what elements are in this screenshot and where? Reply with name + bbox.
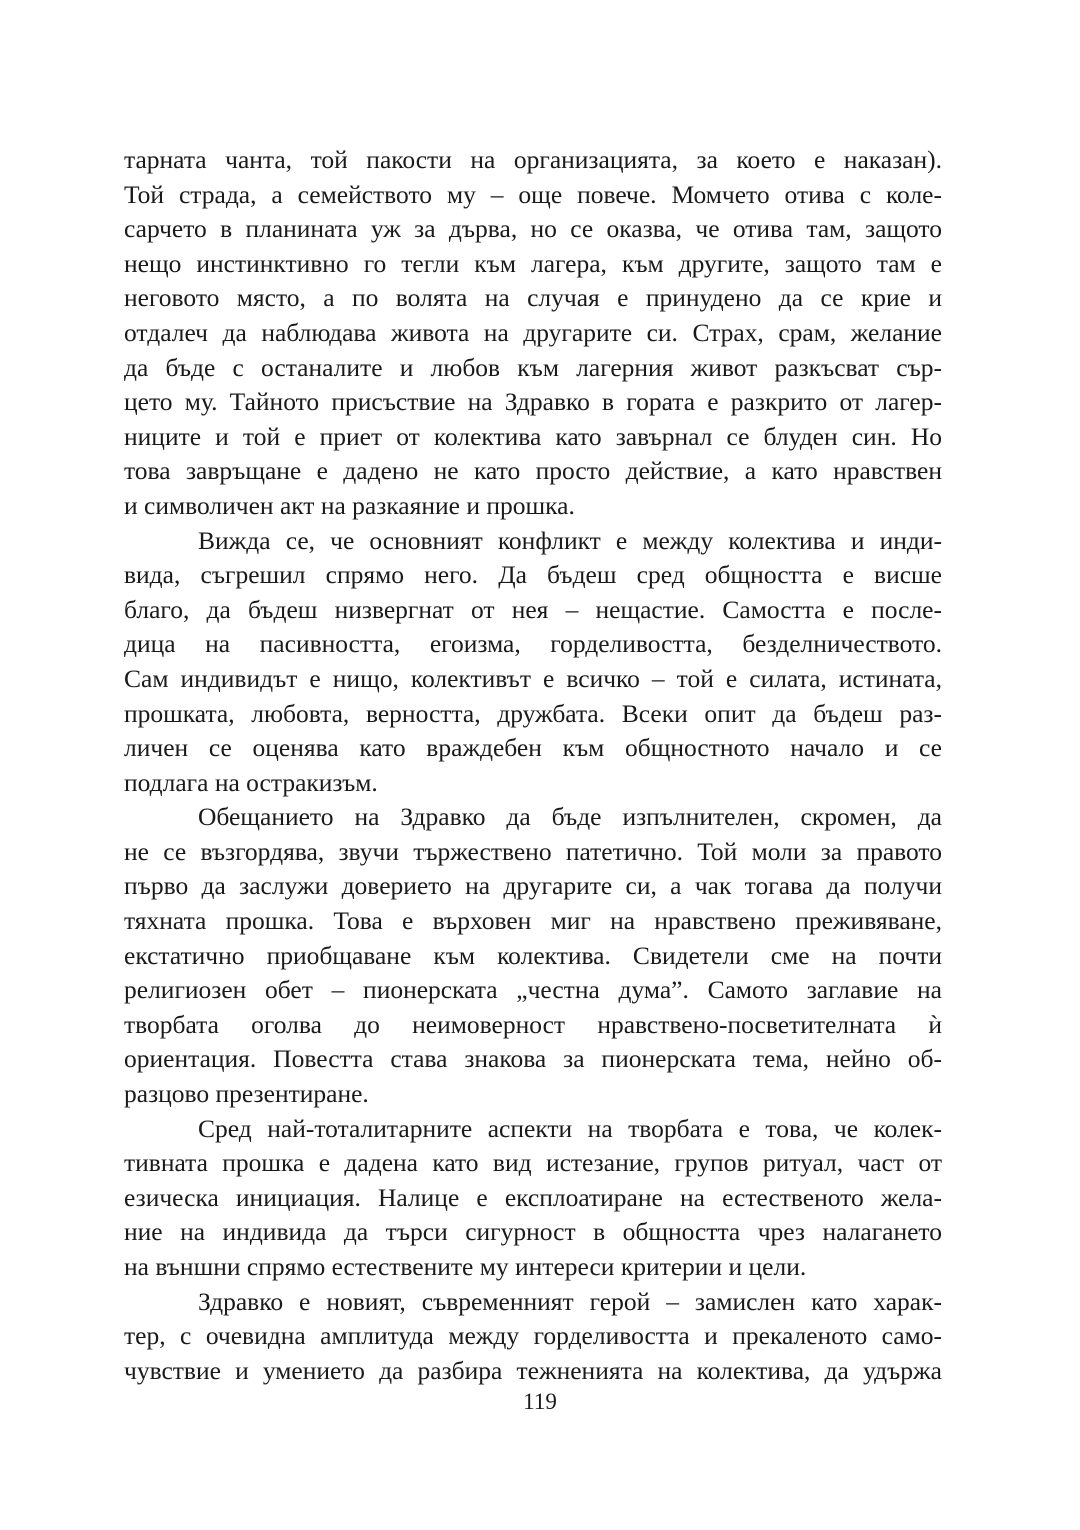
- text-line: нещо инстинктивно го тегли към лагера, към другите, защото там е: [124, 248, 942, 278]
- text-line: не се възгордява, звучи тържествено патетично. Той моли за правото: [124, 836, 942, 866]
- text-line: неговото място, а по волята на случая е принудено да се крие и: [124, 283, 942, 313]
- page-number: 119: [523, 1389, 557, 1414]
- text-line: разцово презентиране.: [124, 1079, 369, 1109]
- text-line: подлага на остракизъм.: [124, 767, 378, 797]
- text-line: религиозен обет – пионерската „честна дума”. Самото заглавие на: [124, 975, 942, 1005]
- text-line: на външни спрямо естествените му интереси критерии и цели.: [124, 1252, 807, 1281]
- text-line: да бъде с останалите и любов към лагерния живот разкъсват сър-: [124, 352, 942, 382]
- text-line: тяхната прошка. Това е върховен миг на нравствено преживяване,: [124, 906, 942, 936]
- text-line: Той страда, а семейството му – още повече. Момчето отива с коле-: [124, 179, 942, 209]
- text-line: Вижда се, че основният конфликт е между колектива и инди-: [198, 525, 942, 555]
- text-line: тарната чанта, той пакости на организацията, за което е наказан).: [124, 145, 942, 174]
- text-line: цето му. Тайното присъствие на Здравко в гората е разкрито от лагер-: [124, 387, 942, 417]
- text-line: Сам индивидът е нищо, колективът е всичко – той е силата, истината,: [124, 663, 942, 693]
- text-line: личен се оценява като враждебен към общностното начало и се: [124, 733, 942, 763]
- text-line: ние на индивида да търси сигурност в общността чрез налагането: [124, 1217, 942, 1247]
- text-line: отдалеч да наблюдава живота на другарите си. Страх, срам, желание: [124, 317, 942, 347]
- text-line: първо да заслужи доверието на другарите си, а чак тогава да получи: [124, 871, 942, 901]
- text-line: това завръщане е дадено не като просто действие, а като нравствен: [124, 456, 942, 486]
- text-line: благо, да бъдеш низвергнат от нея – нещастие. Самостта е после-: [124, 594, 942, 624]
- text-line: езическа инициация. Налице е експлоатиране на естественото жела-: [124, 1182, 942, 1212]
- text-line: прошката, любовта, верността, дружбата. Всеки опит да бъдеш раз-: [124, 698, 942, 728]
- text-line: вида, съгрешил спрямо него. Да бъдеш сред общността е висше: [124, 560, 942, 590]
- text-line: творбата оголва до неимоверност нравствено-посветителната ѝ: [124, 1009, 942, 1039]
- text-line: ниците и той е приет от колектива като завърнал се блуден син. Но: [124, 421, 942, 451]
- text-line: тивната прошка е дадена като вид истезание, групов ритуал, част от: [124, 1148, 942, 1178]
- text-line: тер, с очевидна амплитуда между горделивостта и прекаленото само-: [124, 1321, 942, 1351]
- page-body: [124, 143, 942, 1388]
- text-line: ориентация. Повестта става знакова за пионерската тема, нейно об-: [124, 1044, 942, 1074]
- text-line: и символичен акт на разкаяние и прошка.: [124, 490, 575, 520]
- text-line: Обещанието на Здравко да бъде изпълнителен, скромен, да: [198, 802, 942, 832]
- text-line: дица на пасивността, егоизма, горделивостта, безделничеството.: [124, 629, 942, 659]
- text-line: сарчето в планината уж за дърва, но се оказва, че отива там, защото: [124, 214, 942, 244]
- text-line: Сред най-тоталитарните аспекти на творбата е това, че колек-: [198, 1113, 942, 1143]
- text-line: чувствие и умението да разбира тежненията на колектива, да удържа: [124, 1355, 942, 1385]
- text-line: Здравко е новият, съвременният герой – замислен като харак-: [198, 1286, 942, 1316]
- text-line: екстатично приобщаване към колектива. Свидетели сме на почти: [124, 940, 942, 970]
